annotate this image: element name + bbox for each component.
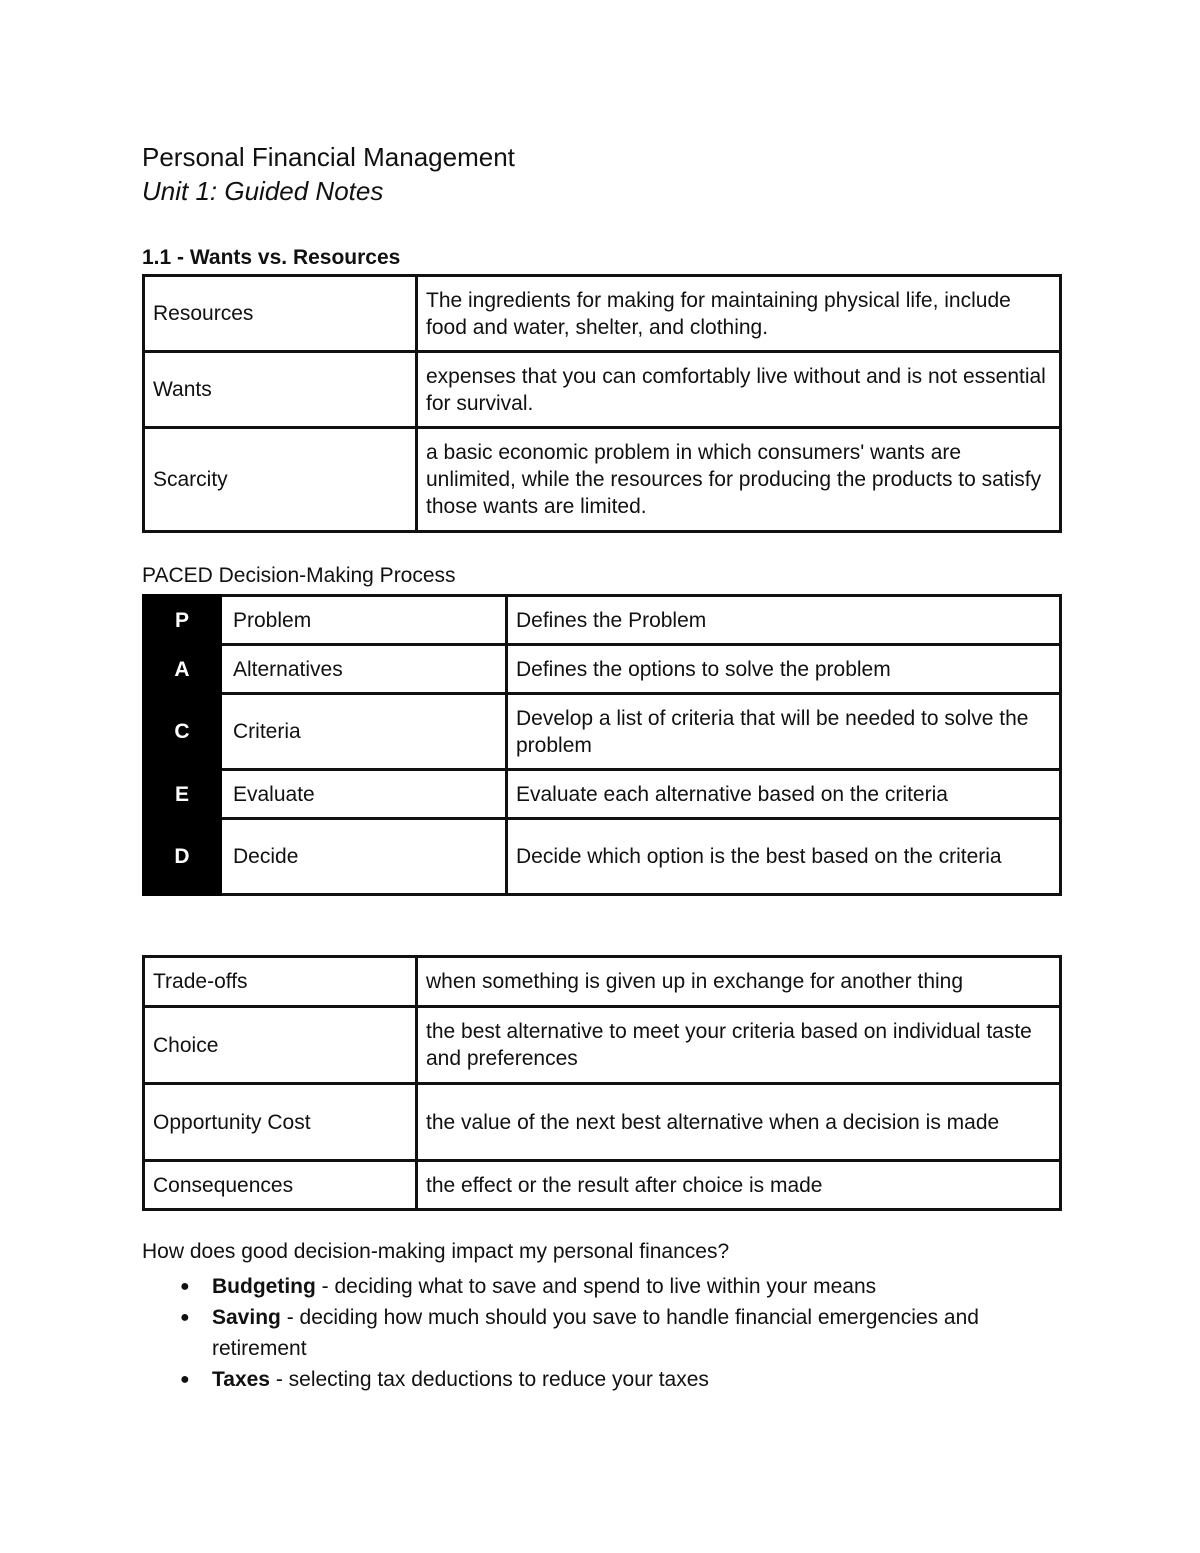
paced-letter: E: [144, 770, 221, 819]
bullet-icon: ●: [180, 1309, 190, 1326]
term-cell: Choice: [144, 1007, 417, 1084]
table-row: [144, 1084, 1061, 1161]
paced-table: [142, 594, 1062, 896]
bullet-icon: ●: [180, 1278, 190, 1295]
document-subtitle: Unit 1: Guided Notes: [142, 176, 384, 206]
definition-cell: a basic economic problem in which consumers' wants are unlimited, while the resources for producing the products to satisfy those wants are limited.: [417, 428, 1061, 532]
definition-cell: The ingredients for making for maintaining physical life, include food and water, shelter, and clothing.: [417, 276, 1061, 352]
paced-description: Defines the Problem: [507, 596, 1061, 645]
term-cell: Trade-offs: [144, 957, 417, 1007]
bullet-list: [142, 1271, 1042, 1395]
table-row: [144, 428, 1061, 532]
definition-cell: the effect or the result after choice is made: [417, 1161, 1061, 1210]
paced-description: Defines the options to solve the problem: [507, 645, 1061, 694]
table-row: [144, 352, 1061, 428]
paced-step: Evaluate: [221, 770, 507, 819]
table-row: [144, 694, 1061, 770]
section-heading: 1.1 - Wants vs. Resources: [142, 246, 401, 269]
list-item: [142, 1302, 1042, 1364]
paced-letter: A: [144, 645, 221, 694]
term-cell: Scarcity: [144, 428, 417, 532]
bullet-text: - deciding what to save and spend to live within your means: [315, 1275, 877, 1298]
table-row: [144, 1161, 1061, 1210]
bullet-text: - selecting tax deductions to reduce your taxes: [270, 1368, 709, 1391]
paced-step: Decide: [221, 819, 507, 895]
document-page: [142, 140, 1062, 1391]
table-row: [144, 819, 1061, 895]
table-row: [144, 596, 1061, 645]
list-item: [142, 1364, 1042, 1395]
bullet-icon: ●: [180, 1371, 190, 1388]
paced-step: Alternatives: [221, 645, 507, 694]
bullet-text: - deciding how much should you save to handle financial emergencies and retirement: [212, 1306, 979, 1360]
table-row: [144, 645, 1061, 694]
paced-description: Evaluate each alternative based on the criteria: [507, 770, 1061, 819]
definition-cell: when something is given up in exchange for another thing: [417, 957, 1061, 1007]
term-cell: Wants: [144, 352, 417, 428]
term-cell: Opportunity Cost: [144, 1084, 417, 1161]
paced-description: Decide which option is the best based on the criteria: [507, 819, 1061, 895]
table-row: [144, 770, 1061, 819]
term-cell: Resources: [144, 276, 417, 352]
bullet-term: Saving: [212, 1306, 281, 1329]
table-row: [144, 957, 1061, 1007]
definition-cell: the value of the next best alternative when a decision is made: [417, 1084, 1061, 1161]
bullet-term: Taxes: [212, 1368, 270, 1391]
paced-letter: P: [144, 596, 221, 645]
paced-caption: PACED Decision-Making Process: [142, 564, 456, 587]
concepts-table: [142, 955, 1062, 1211]
paced-step: Criteria: [221, 694, 507, 770]
table-row: [144, 276, 1061, 352]
paced-letter: C: [144, 694, 221, 770]
term-cell: Consequences: [144, 1161, 417, 1210]
bullet-term: Budgeting: [212, 1275, 316, 1298]
question-text: How does good decision-making impact my personal finances?: [142, 1240, 730, 1263]
definitions-table: [142, 274, 1062, 533]
paced-description: Develop a list of criteria that will be needed to solve the problem: [507, 694, 1061, 770]
table-row: [144, 1007, 1061, 1084]
paced-letter: D: [144, 819, 221, 895]
paced-step: Problem: [221, 596, 507, 645]
document-title: Personal Financial Management: [142, 142, 515, 172]
definition-cell: expenses that you can comfortably live without and is not essential for survival.: [417, 352, 1061, 428]
list-item: [142, 1271, 1042, 1302]
definition-cell: the best alternative to meet your criteria based on individual taste and preferences: [417, 1007, 1061, 1084]
